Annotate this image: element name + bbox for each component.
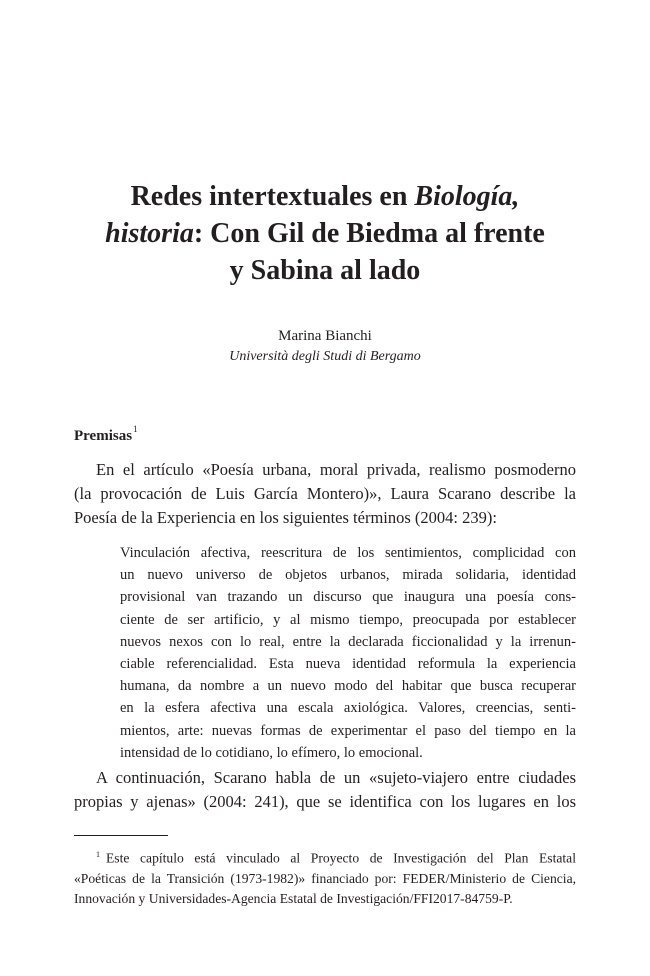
paragraph-1 — [74, 458, 576, 530]
footnote — [74, 845, 576, 909]
footnote-line: Innovación y Universidades-Agencia Estatal de Investigación/FFI2017-84759-P. — [74, 890, 513, 906]
quote-line: Vinculación afectiva, reescritura de los sentimientos, complicidad con — [120, 545, 576, 561]
quote-line: ciable referencialidad. Esta nueva identidad reformula la experiencia — [120, 656, 576, 673]
chapter-title — [60, 178, 590, 289]
title-line-3: y Sabina al lado — [229, 255, 421, 286]
title-text: Redes intertextuales en — [130, 181, 415, 212]
footnote-number: 1 — [96, 850, 100, 859]
title-line-1 — [60, 178, 590, 215]
text-line: A continuación, Scarano habla de un «sujeto-viajero entre ciudades — [96, 768, 576, 787]
author-affiliation: Università degli Studi di Bergamo — [229, 349, 421, 364]
quote-line: ciente de ser artificio, y al mismo tiempo, preocupada por establecer — [120, 611, 576, 628]
text-line: (la provocación de Luis García Montero)», Laura Scarano describe la — [74, 484, 576, 503]
footnote-line — [74, 845, 576, 869]
section-heading — [74, 421, 138, 446]
title-line-2 — [60, 215, 590, 252]
quote-line: en la esfera afectiva una escala axiológica. Valores, creencias, senti- — [120, 700, 576, 717]
block-quote — [120, 542, 576, 764]
quote-line: provisional van trazando un discurso que inaugura una poesía cons- — [120, 589, 576, 606]
footnote-reference[interactable]: 1 — [133, 424, 138, 434]
quote-line: nuevos nexos con lo real, entre la declarada ficcionalidad y la irrenun- — [120, 633, 576, 650]
text-line: Poesía de la Experiencia en los siguientes términos (2004: 239): — [74, 508, 497, 527]
quote-line: mientos, arte: nuevas formas de experimentar el paso del tiempo en la — [120, 722, 576, 739]
quote-line: humana, da nombre a un nuevo modo del habitar que busca recuperar — [120, 678, 576, 695]
author-name: Marina Bianchi — [278, 328, 372, 344]
text-line: propias y ajenas» (2004: 241), que se identifica con los lugares en los — [74, 792, 576, 811]
title-italic-text: historia — [105, 218, 194, 249]
quote-line: un nuevo universo de objetos urbanos, mirada solidaria, identidad — [120, 567, 576, 584]
footnote-divider — [74, 835, 168, 836]
text-line: En el artículo «Poesía urbana, moral privada, realismo posmoderno — [96, 460, 576, 479]
footnote-line: «Poéticas de la Transición (1973-1982)» financiado por: FEDER/Ministerio de Ciencia, — [74, 870, 576, 886]
quote-line: intensidad de lo cotidiano, lo efímero, lo emocional. — [120, 744, 423, 761]
paragraph-2 — [74, 766, 576, 814]
section-heading-text: Premisas — [74, 428, 133, 444]
footnote-text: Este capítulo está vinculado al Proyecto de Investigación del Plan Estatal — [106, 850, 576, 866]
title-italic-text: Biología, — [414, 181, 520, 212]
title-text: : Con Gil de Biedma al frente — [193, 218, 545, 249]
